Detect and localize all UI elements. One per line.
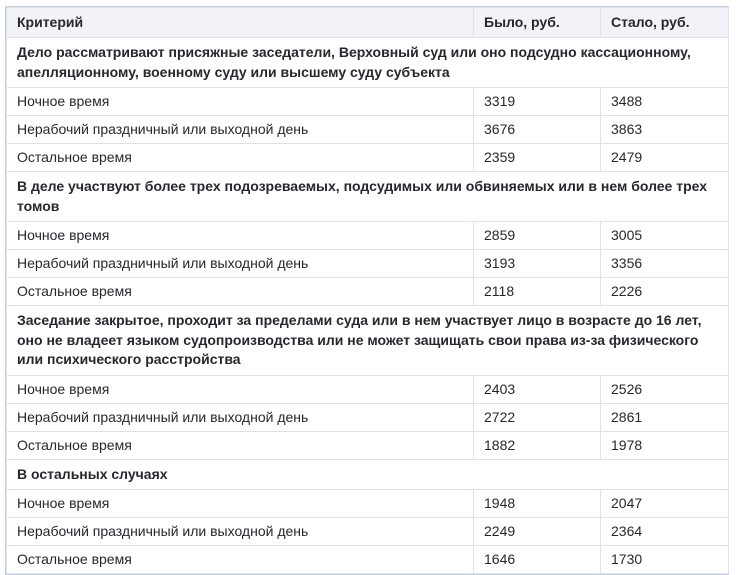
section-title: Заседание закрытое, проходит за пределами суда или в нем участвует лицо в возрасте до 16 лет, оно не владеет языком судопроизводства или не может защищать свои права из-за физического или психического расстройства — [7, 306, 729, 376]
header-row — [7, 8, 729, 38]
section-title-row — [7, 306, 729, 376]
row-before-value: 2403 — [474, 375, 601, 403]
row-label: Ночное время — [7, 222, 474, 250]
section-title: В остальных случаях — [7, 459, 729, 490]
row-after-value: 1730 — [601, 546, 729, 574]
section-title: В деле участвуют более трех подозреваемых, подсудимых или обвиняемых или в нем более трех томов — [7, 172, 729, 222]
row-label: Ночное время — [7, 375, 474, 403]
row-after-value: 2047 — [601, 490, 729, 518]
table-row — [7, 403, 729, 431]
row-after-value: 2526 — [601, 375, 729, 403]
row-before-value: 3193 — [474, 250, 601, 278]
row-after-value: 3488 — [601, 88, 729, 116]
section-title: Дело рассматривают присяжные заседатели, Верховный суд или оно подсудно кассационному, апелляционному, военному суду или высшему суду субъекта — [7, 38, 729, 88]
table-row — [7, 222, 729, 250]
row-label: Остальное время — [7, 431, 474, 459]
row-before-value: 1646 — [474, 546, 601, 574]
fee-table-container — [5, 6, 729, 575]
row-before-value: 2359 — [474, 144, 601, 172]
row-before-value: 3676 — [474, 116, 601, 144]
row-label: Ночное время — [7, 490, 474, 518]
row-before-value: 1882 — [474, 431, 601, 459]
row-label: Ночное время — [7, 88, 474, 116]
column-header-before: Было, руб. — [474, 8, 601, 38]
row-after-value: 3356 — [601, 250, 729, 278]
section-title-row — [7, 459, 729, 490]
row-before-value: 2722 — [474, 403, 601, 431]
fee-table — [6, 7, 729, 574]
row-label: Нерабочий праздничный или выходной день — [7, 116, 474, 144]
table-row — [7, 375, 729, 403]
row-before-value: 1948 — [474, 490, 601, 518]
row-label: Нерабочий праздничный или выходной день — [7, 403, 474, 431]
row-label: Нерабочий праздничный или выходной день — [7, 518, 474, 546]
column-header-after: Стало, руб. — [601, 8, 729, 38]
row-label: Остальное время — [7, 278, 474, 306]
row-label: Остальное время — [7, 546, 474, 574]
table-row — [7, 518, 729, 546]
row-after-value: 2364 — [601, 518, 729, 546]
table-row — [7, 144, 729, 172]
row-after-value: 2479 — [601, 144, 729, 172]
row-after-value: 3863 — [601, 116, 729, 144]
row-before-value: 2859 — [474, 222, 601, 250]
table-row — [7, 546, 729, 574]
section-title-row — [7, 38, 729, 88]
table-row — [7, 278, 729, 306]
row-after-value: 3005 — [601, 222, 729, 250]
row-after-value: 2861 — [601, 403, 729, 431]
table-row — [7, 250, 729, 278]
row-after-value: 1978 — [601, 431, 729, 459]
row-before-value: 2249 — [474, 518, 601, 546]
table-row — [7, 490, 729, 518]
row-after-value: 2226 — [601, 278, 729, 306]
section-title-row — [7, 172, 729, 222]
table-row — [7, 88, 729, 116]
table-row — [7, 431, 729, 459]
row-before-value: 2118 — [474, 278, 601, 306]
table-row — [7, 116, 729, 144]
row-label: Нерабочий праздничный или выходной день — [7, 250, 474, 278]
row-before-value: 3319 — [474, 88, 601, 116]
row-label: Остальное время — [7, 144, 474, 172]
column-header-criterion: Критерий — [7, 8, 474, 38]
